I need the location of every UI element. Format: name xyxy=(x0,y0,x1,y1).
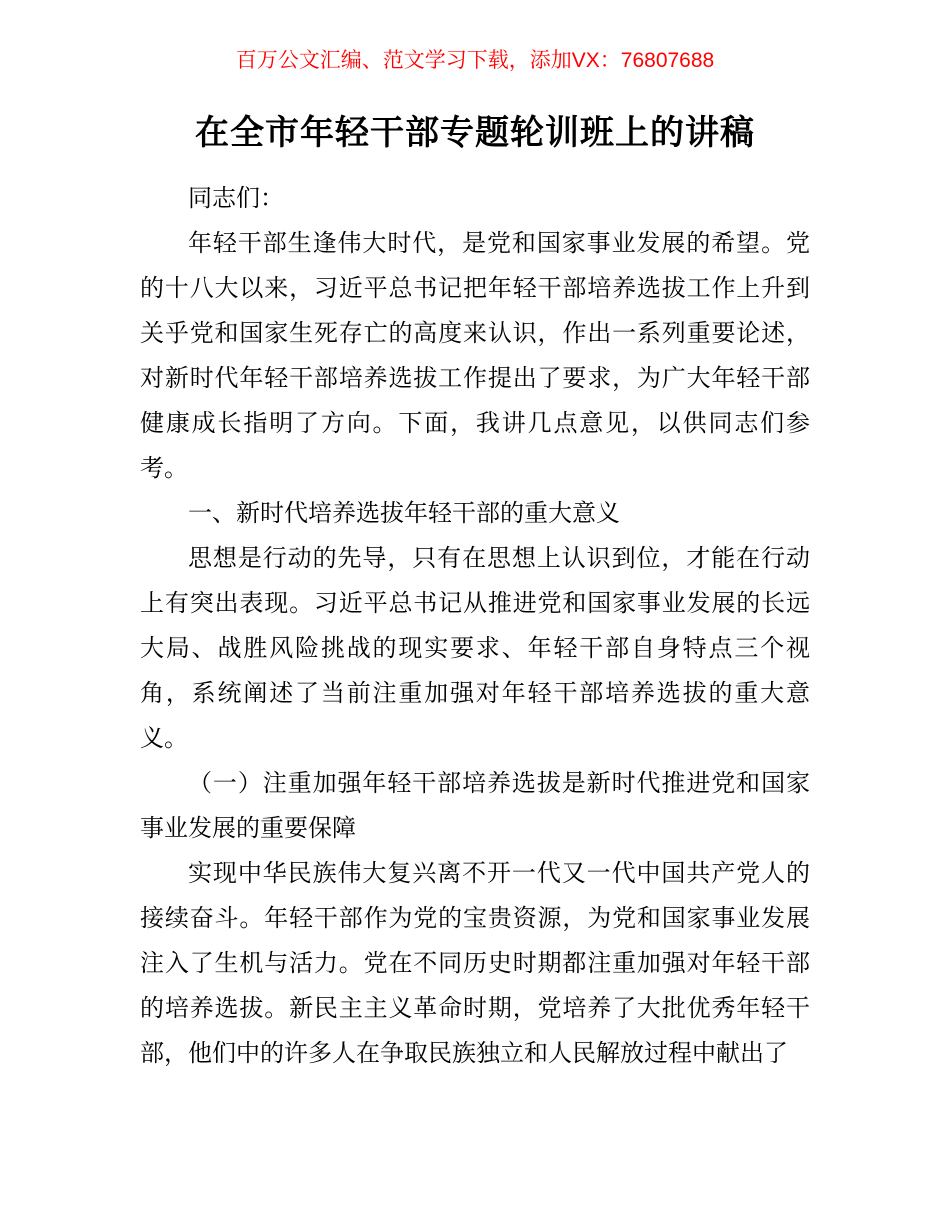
subsection-one-body-paragraph: 实现中华民族伟大复兴离不开一代又一代中国共产党人的接续奋斗。年轻干部作为党的宝贵资源，为党和国家事业发展注入了生机与活力。党在不同历史时期都注重加强对年轻干部的培养选拔。新民主主义革命时期，党培养了大批优秀年轻干部，他们中的许多人在争取民族独立和人民解放过程中献出了 xyxy=(140,860,810,1067)
subsection-heading-one: （一）注重加强年轻干部培养选拔是新时代推进党和国家事业发展的重要保障 xyxy=(140,770,810,842)
salutation-paragraph: 同志们： xyxy=(188,185,284,212)
section-one-body-paragraph: 思想是行动的先导，只有在思想上认识到位，才能在行动上有突出表现。习近平总书记从推进党和国家事业发展的长远大局、战胜风险挑战的现实要求、年轻干部自身特点三个视角，系统阐述了当前注重加强对年轻干部培养选拔的重大意义。 xyxy=(140,545,810,752)
watermark-notice: 百万公文汇编、范文学习下载，添加VX：76807688 xyxy=(235,49,715,72)
section-heading-one: 一、新时代培养选拔年轻干部的重大意义 xyxy=(188,500,620,527)
document-body xyxy=(140,177,810,1077)
document-title: 在全市年轻干部专题轮训班上的讲稿 xyxy=(195,115,755,152)
intro-paragraph: 年轻干部生逢伟大时代，是党和国家事业发展的希望。党的十八大以来，习近平总书记把年轻干部培养选拔工作上升到关乎党和国家生死存亡的高度来认识，作出一系列重要论述，对新时代年轻干部培养选拔工作提出了要求，为广大年轻干部健康成长指明了方向。下面，我讲几点意见，以供同志们参考。 xyxy=(140,230,810,482)
